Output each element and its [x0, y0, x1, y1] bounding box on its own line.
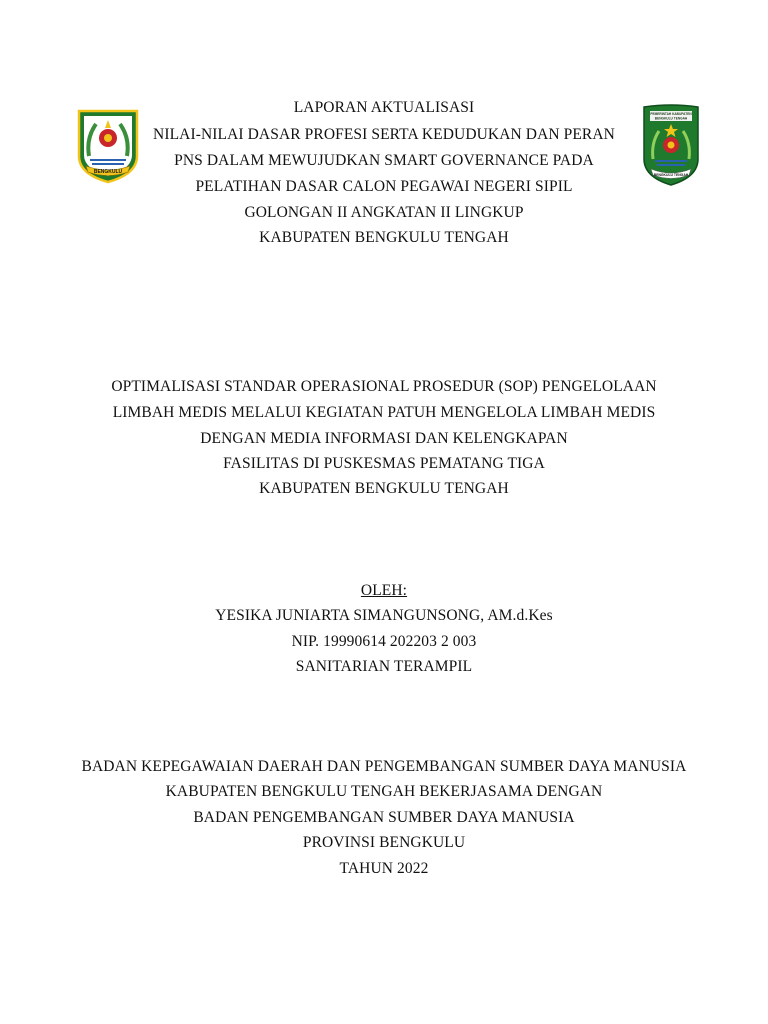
author-label-text: OLEH: [360, 582, 408, 599]
author-name: YESIKA JUNIARTA SIMANGUNSONG, AM.d.Kes [215, 607, 553, 624]
header-line: KABUPATEN BENGKULU TENGAH [259, 229, 509, 246]
header-line: NILAI-NILAI DASAR PROFESI SERTA KEDUDUKAN DAN PERAN [153, 126, 615, 143]
title-line: DENGAN MEDIA INFORMASI DAN KELENGKAPAN [200, 430, 568, 447]
report-type-line: LAPORAN AKTUALISASI [293, 99, 475, 116]
title-line: LIMBAH MEDIS MELALUI KEGIATAN PATUH MENGELOLA LIMBAH MEDIS [112, 404, 656, 421]
institution-line: KABUPATEN BENGKULU TENGAH BEKERJASAMA DENGAN [165, 783, 603, 800]
svg-text:PEMERINTAH KABUPATEN: PEMERINTAH KABUPATEN [650, 112, 692, 116]
title-line: OPTIMALISASI STANDAR OPERASIONAL PROSEDUR (SOP) PENGELOLAAN [111, 378, 657, 395]
institution-line: BADAN KEPEGAWAIAN DAERAH DAN PENGEMBANGAN SUMBER DAYA MANUSIA [81, 758, 687, 775]
author-label [0, 582, 768, 600]
header-line: PELATIHAN DASAR CALON PEGAWAI NEGERI SIPIL [195, 178, 573, 195]
header-line: GOLONGAN II ANGKATAN II LINGKUP [244, 204, 524, 221]
author-position: SANITARIAN TERAMPIL [295, 658, 473, 675]
title-line: KABUPATEN BENGKULU TENGAH [259, 480, 509, 497]
svg-text:BENGKULU TENGAH: BENGKULU TENGAH [653, 173, 689, 177]
title-line: FASILITAS DI PUSKESMAS PEMATANG TIGA [223, 455, 545, 472]
institution-line: BADAN PENGEMBANGAN SUMBER DAYA MANUSIA [193, 809, 575, 826]
bengkulu-province-emblem-icon [76, 108, 140, 184]
institution-line: PROVINSI BENGKULU [302, 834, 466, 851]
svg-text:BENGKULU TENGAH: BENGKULU TENGAH [654, 116, 688, 121]
year-line: TAHUN 2022 [339, 860, 429, 877]
author-nip: NIP. 19990614 202203 2 003 [291, 633, 477, 650]
svg-text:BENGKULU: BENGKULU [93, 169, 123, 175]
header-line: PNS DALAM MEWUJUDKAN SMART GOVERNANCE PADA [174, 152, 594, 169]
